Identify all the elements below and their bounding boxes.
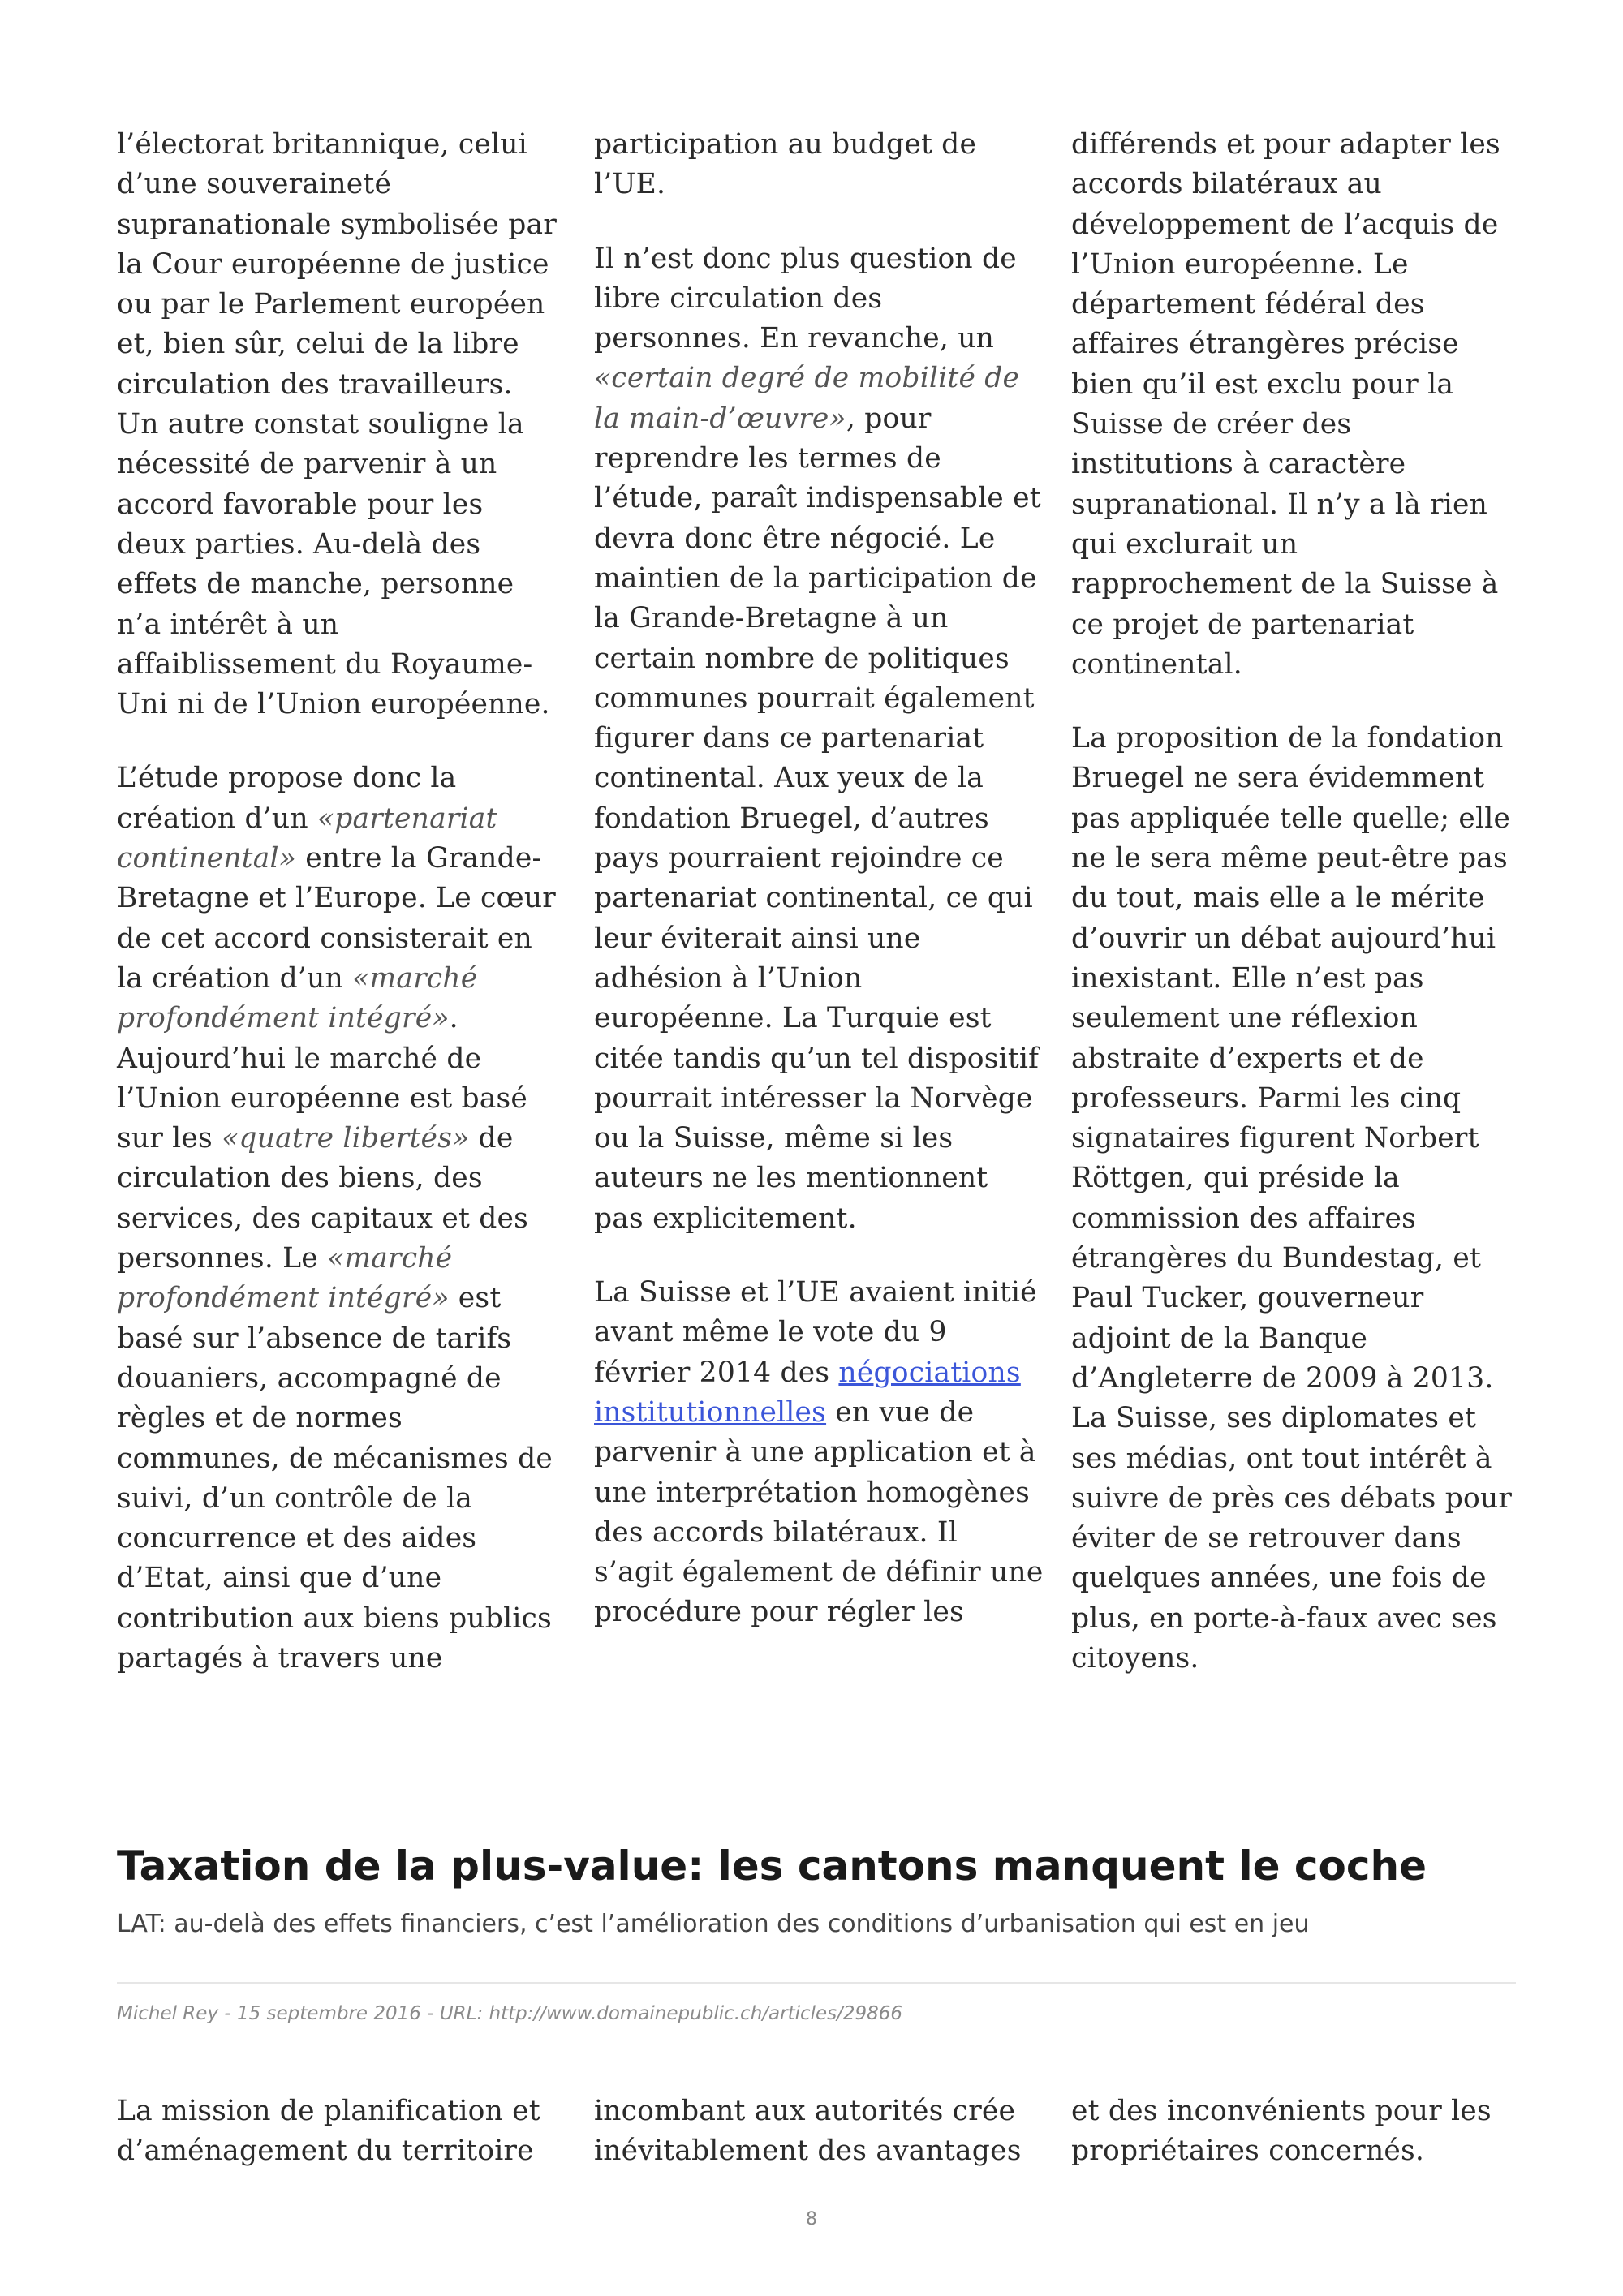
italic-quote: «marché profondément intégré» [117,961,478,1035]
article2-column-3 [1071,2092,1522,2172]
paragraph: incombant aux autorités crée inévitablement des avantages [594,2095,1022,2168]
text-run: entre la Grande-Bretagne et l’Europe. Le cœur de cet accord consisterait en la création d’un [117,842,556,995]
article2-column-1 [117,2092,559,2172]
paragraph: différends et pour adapter les accords bilatéraux au développement de l’acquis de l’Union européenne. Le département fédéral des affaires étrangères précise bien qu’il est exclu pour la Suisse de créer des institutions à caractère supranational. Il n’y a là rien qui exclurait un rapprochement de la Suisse à ce projet de partenariat continental. [1071,128,1500,681]
text-run: est basé sur l’absence de tarifs douaniers, accompagné de règles et de normes communes, de mécanismes de suivi, d’un contrôle de la concurrence et des aides d’Etat, ainsi que d’une contribution aux biens publics partagés à travers une [117,1282,553,1675]
text-run: , pour reprendre les termes de l’étude, paraît indispensable et devra donc être négocié. Le maintien de la participation de la Grande-Bretagne à un certain nombre de politiques communes pourrait également figurer dans ce partenariat continental. Aux yeux de la fondation Bruegel, d’autres pays pourraient rejoindre ce partenariat continental, ce qui leur éviterait ainsi une adhésion à l’Union européenne. La Turquie est citée tandis qu’un tel dispositif pourrait intéresser la Norvège ou la Suisse, même si les auteurs ne les mentionnent pas explicitement. [594,402,1041,1235]
text-run: . Aujourd’hui le marché de l’Union européenne est basé sur les [117,1002,528,1155]
article-column-3 [1071,125,1522,1679]
text-run: en vue de parvenir à une application et à une interprétation homogènes des accords bilatéraux. Il s’agit également de définir une procédure pour régler les [594,1395,1044,1629]
text-run: de circulation des biens, des services, des capitaux et des personnes. Le [117,1122,529,1275]
italic-quote: «quatre libertés» [222,1122,470,1155]
paragraph: et des inconvénients pour les propriétaires concernés. [1071,2095,1492,2168]
paragraph [117,759,559,1679]
paragraph: l’électorat britannique, celui d’une souveraineté supranationale symbolisée par la Cour européenne de justice ou par le Parlement européen et, bien sûr, celui de la libre circulation des travailleurs. Un autre constat souligne la nécessité de parvenir à un accord favorable pour les deux parties. Au-delà des effets de manche, personne n’a intérêt à un affaiblissement du Royaume-Uni ni de l’Union européenne. [117,128,558,721]
page-number: 8 [806,2209,817,2229]
text-run: Il n’est donc plus question de libre circulation des personnes. En revanche, un [594,242,1017,355]
italic-quote: «certain degré de mobilité de la main-d’œuvre» [594,362,1020,435]
article-column-1 [117,125,559,1679]
article-title: Taxation de la plus-value: les cantons manquent le coche [117,1842,1427,1890]
paragraph: participation au budget de l’UE. [594,128,977,201]
paragraph: La proposition de la fondation Bruegel ne sera évidemment pas appliquée telle quelle; elle ne le sera même peut-être pas du tout, mais elle a le mérite d’ouvrir un débat aujourd’hui inexistant. Elle n’est pas seulement une réflexion abstraite d’experts et de professeurs. Parmi les cinq signataires figurent Norbert Röttgen, qui préside la commission des affaires étrangères du Bundestag, et Paul Tucker, gouverneur adjoint de la Banque d’Angleterre de 2009 à 2013. La Suisse, ses diplomates et ses médias, ont tout intérêt à suivre de près ces débats pour éviter de se retrouver dans quelques années, une fois de plus, en porte-à-faux avec ses citoyens. [1071,722,1513,1675]
divider [117,1982,1516,1984]
paragraph: La mission de planification et d’aménagement du territoire [117,2095,540,2168]
negociations-institutionnelles-link[interactable]: négociations institutionnelles [594,1356,1021,1429]
text-run: La Suisse et l’UE avaient initié avant même le vote du 9 février 2014 des [594,1276,1037,1389]
article2-column-2 [594,2092,1044,2172]
paragraph [594,1273,1044,1633]
article-byline: Michel Rey - 15 septembre 2016 - URL: http://www.domainepublic.ch/articles/29866 [117,2003,903,2024]
article-subtitle: LAT: au-delà des effets financiers, c’est l’amélioration des conditions d’urbanisation qui est en jeu [117,1910,1310,1938]
italic-quote: «marché profondément intégré» [117,1242,453,1315]
italic-quote: «partenariat continental» [117,802,497,875]
article-column-2 [594,125,1044,1633]
text-run: L’étude propose donc la création d’un [117,762,457,835]
paragraph [594,239,1044,1239]
